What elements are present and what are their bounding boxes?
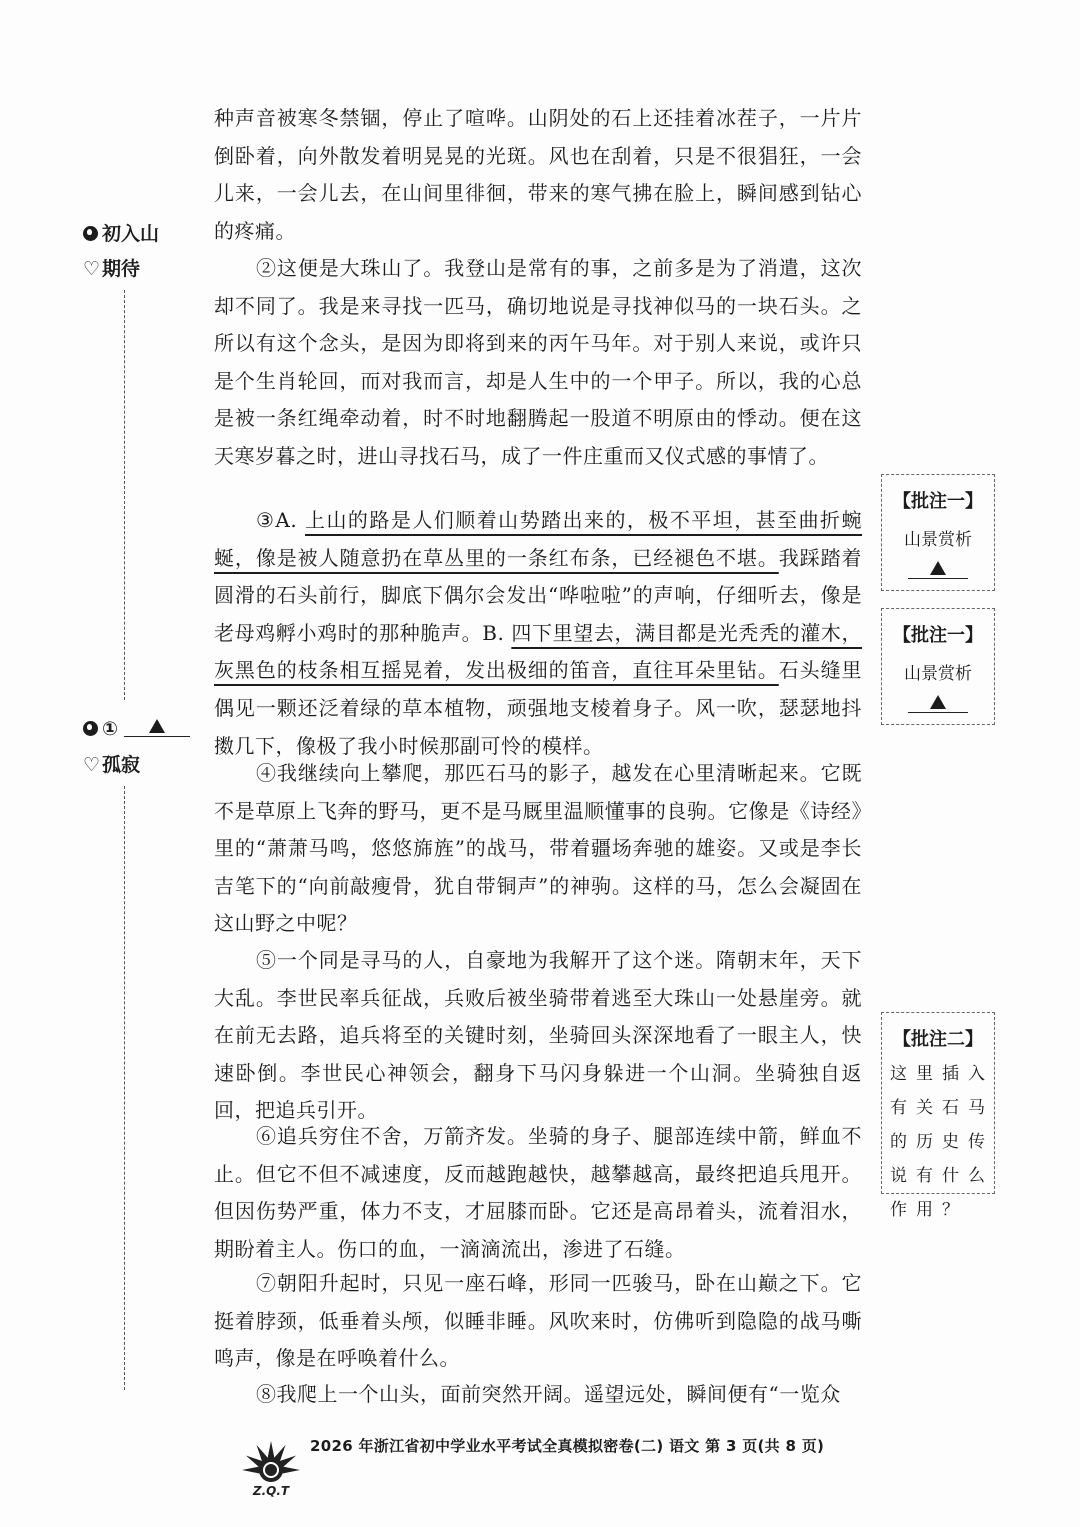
margin-label-expectation: ♡ 期待 (83, 258, 141, 280)
paragraph-3-end: 石头缝里偶见一颗还泛着绿的草本植物，顽强地支棱着身子。风一吹，瑟瑟地抖擞几下，像极了我小时候那副可怜的模样。 (214, 658, 863, 758)
underlined-sentence-a: 上山的路是人们顺着山势踏出来的，极不平坦，甚至曲折蜿蜒，像是被人随意扔在草丛里的一条红布条，已经褪色不堪。 (214, 508, 863, 570)
footer-text: 2026 年浙江省初中学业水平考试全真模拟密卷(二) 语文 第 3 页(共 8 页) (310, 1437, 825, 1455)
annotation-box-1 (881, 474, 995, 591)
paragraph-8: ⑧我爬上一个山头，面前突然开阔。遥望远处，瞬间便有“一览众 (256, 1382, 841, 1406)
paragraph-6: ⑥追兵穷住不舍，万箭齐发。坐骑的身子、腿部连续中箭，鲜血不止。但它不但不减速度，反而越跑越快，越攀越高，最终把追兵甩开。但因伤势严重，体力不支，才屈膝而卧。它还是高昂着头，流着泪水，期盼着主人。伤口的血，一滴滴流出，渗进了石缝。 (214, 1124, 862, 1261)
fill-blank-annotation-1[interactable] (908, 560, 968, 579)
underlined-sentence-b: 四下里望去，满目都是光秃秃的灌木，灰黑色的枝条相互摇晃着，发出极细的笛音，直往耳朵里钻。 (214, 620, 863, 683)
pin-dot-icon (83, 226, 98, 241)
paragraph-4: ④我继续向上攀爬，那匹石马的影子，越发在心里清晰起来。它既不是草原上飞奔的野马，更不是马厩里温顺懂事的良驹。它像是《诗经》里的“萧萧马鸣，悠悠旆旌”的战马，带着疆场奔驰的雄姿。又或是李长吉笔下的“向前敲瘦骨，犹自带铜声”的神驹。这样的马，怎么会凝固在这山野之中呢？ (214, 761, 862, 936)
triangle-icon (930, 695, 946, 709)
label-a: ③A. (256, 508, 306, 532)
annotation-body: 山景赏析 (904, 530, 972, 550)
page-footer (232, 1435, 872, 1505)
annotation-box-2 (881, 608, 995, 725)
triangle-icon (930, 561, 946, 575)
heart-icon: ♡ (83, 754, 101, 776)
annotation-body: 山景赏析 (904, 664, 972, 684)
margin-label-loneliness: ♡ 孤寂 (83, 754, 141, 776)
paragraph-7: ⑦朝阳升起时，只见一座石峰，形同一匹骏马，卧在山巅之下。它挺着脖颈，低垂着头颅，似睡非睡。风吹来时，仿佛听到隐隐的战马嘶鸣声，像是在呼唤着什么。 (214, 1271, 862, 1371)
svg-text:Z.Q.T: Z.Q.T (252, 1484, 290, 1498)
paragraph-3-mid: 我踩踏着圆滑的石头前行，脚底下偶尔会发出“哗啦啦”的声响，仔细听去，像是老母鸡孵小鸡时的那种脆声。 (214, 545, 863, 645)
margin-dashed-line (124, 290, 125, 700)
margin-label-enter-mountain: 初入山 (83, 219, 159, 246)
paragraph-5: ⑤一个同是寻马的人，自豪地为我解开了这个迷。隋朝末年，天下大乱。李世民率兵征战，兵败后被坐骑带着逃至大珠山一处悬崖旁。就在前无去路，追兵将至的关键时刻，坐骑回头深深地看了一眼主人，快速卧倒。李世民心神领会，翻身下马闪身躲进一个山洞。坐骑独自返回，把追兵引开。 (214, 948, 862, 1123)
sun-logo-icon (240, 1439, 302, 1501)
fill-blank-1[interactable] (124, 716, 190, 737)
annotation-title: 【批注一】 (893, 491, 983, 512)
margin-label-blank-1: ① (83, 716, 190, 740)
paragraph-1-continued: 种声音被寒冬禁锢，停止了喧哗。山阴处的石上还挂着冰茬子，一片片倒卧着，向外散发着明晃晃的光斑。风也在刮着，只是不很猖狂，一会儿来，一会儿去，在山间里徘徊，带来的寒气拂在脸上，瞬间感到钻心的疼痛。 (214, 106, 862, 243)
annotation-title: 【批注二】 (893, 1029, 983, 1050)
paragraph-2: ②这便是大珠山了。我登山是常有的事，之前多是为了消遣，这次却不同了。我是来寻找一匹马，确切地说是寻找神似马的一块石头。之所以有这个念头，是因为即将到来的丙午马年。对于别人来说，或许只是个生肖轮回，而对我而言，却是人生中的一个甲子。所以，我的心总是被一条红绳牵动着，时不时地翻腾起一股道不明原由的悸动。便在这天寒岁暮之时，进山寻找石马，成了一件庄重而又仪式感的事情了。 (214, 256, 862, 468)
heart-icon: ♡ (83, 258, 101, 280)
pin-dot-icon (83, 721, 98, 736)
margin-dashed-line (124, 786, 125, 1390)
fill-blank-annotation-2[interactable] (908, 694, 968, 713)
annotation-question: 这里插入有关石马的历史传说有什么作用？ (890, 1064, 994, 1220)
annotation-title: 【批注一】 (893, 625, 983, 646)
label-b: B. (482, 620, 512, 645)
annotation-box-3 (881, 1012, 995, 1220)
paragraph-3 (214, 502, 862, 765)
triangle-icon (149, 719, 165, 733)
